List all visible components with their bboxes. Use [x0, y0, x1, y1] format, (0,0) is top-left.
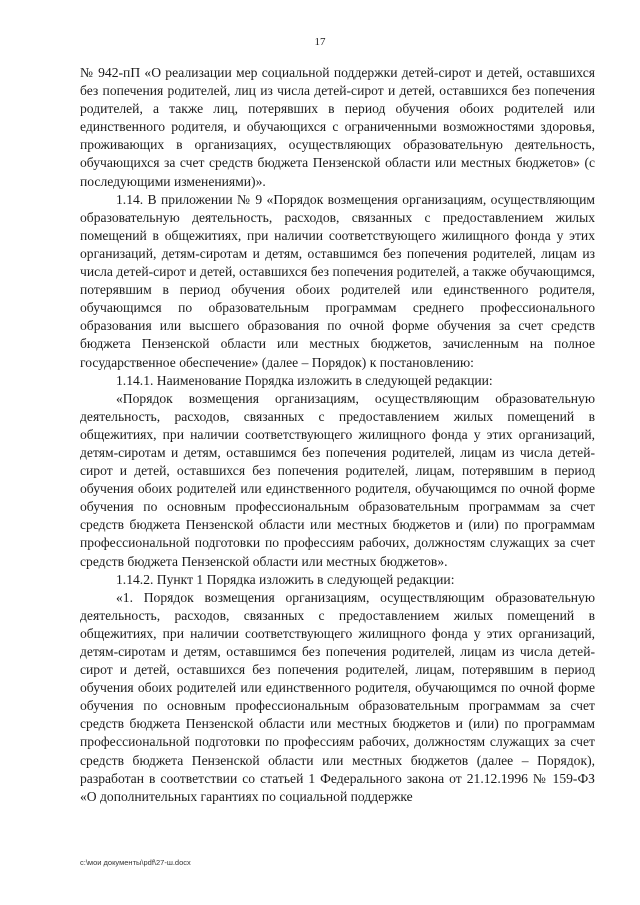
paragraph-1-14: 1.14. В приложении № 9 «Порядок возмещения организациям, осуществляющим образовательную деятельность, расходов, связанных с предоставлением жилых помещений в общежитиях, при наличии соответствующего жилищного фонда у этих организаций, детям-сиротам и детям, оставшимся без попечения родителей, лицам из числа детей-сирот и детей, оставшихся без попечения родителей, а также обучающимся, потерявшим в период обучения обоих родителей или единственного родителя, обучающимся по образовательным программам среднего профессионального образования или высшего образования по очной форме обучения за счет средств бюджета Пензенской области или местных бюджетов, зачисленным на полное государственное обеспечение» (далее – Порядок) к постановлению: [80, 191, 595, 370]
page-number: 17 [314, 36, 326, 48]
footer-file-path: c:\мои документы\pdf\27-ш.docx [80, 858, 191, 867]
paragraph-quoted-title: «Порядок возмещения организациям, осуществляющим образовательную деятельность, расходов, связанных с предоставлением жилых помещений в общежитиях, при наличии соответствующего жилищного фонда у этих организаций, детям-сиротам и детям, оставшимся без попечения родителей, лицам из числа детей-сирот и детей, оставшихся без попечения родителей, лицам, потерявшим в период обучения обоих родителей или единственного родителя, обучающимся по очной форме обучения по основным профессиональным образовательным программам за счет средств бюджета Пензенской области или местных бюджетов и (или) по программам профессиональной подготовки по профессиям рабочих, должностям служащих за счет средств бюджета Пензенской области или местных бюджетов». [80, 390, 595, 569]
paragraph-1-14-1: 1.14.1. Наименование Порядка изложить в следующей редакции: [116, 372, 493, 388]
document-body [80, 64, 595, 806]
paragraph-1-14-2: 1.14.2. Пункт 1 Порядка изложить в следующей редакции: [116, 571, 455, 587]
paragraph-quoted-item-1: «1. Порядок возмещения организациям, осуществляющим образовательную деятельность, расходов, связанных с предоставлением жилых помещений в общежитиях, при наличии соответствующего жилищного фонда у этих организаций, детям-сиротам и детям, оставшимся без попечения родителей, лицам из числа детей-сирот и детей, оставшихся без попечения родителей, лицам, потерявшим в период обучения обоих родителей или единственного родителя, обучающимся по очной форме обучения по основным профессиональным образовательным программам за счет средств бюджета Пензенской области или местных бюджетов и (или) по программам профессиональной подготовки по профессиям рабочих, должностям служащих за счет средств бюджета Пензенской области или местных бюджетов (далее – Порядок), разработан в соответствии со статьей 1 Федерального закона от 21.12.1996 № 159-ФЗ «О дополнительных гарантиях по социальной поддержке [80, 589, 595, 804]
paragraph-continuation: № 942-пП «О реализации мер социальной поддержки детей-сирот и детей, оставшихся без попечения родителей, лиц из числа детей-сирот и детей, оставшихся без попечения родителей, а также лиц, потерявших в период обучения обоих родителей или единственного родителя, и обучающихся с ограниченными возможностями здоровья, проживающих в организациях, осуществляющих образовательную деятельность, обучающихся за счет средств бюджета Пензенской области или местных бюджетов» (с последующими изменениями)». [80, 65, 595, 189]
